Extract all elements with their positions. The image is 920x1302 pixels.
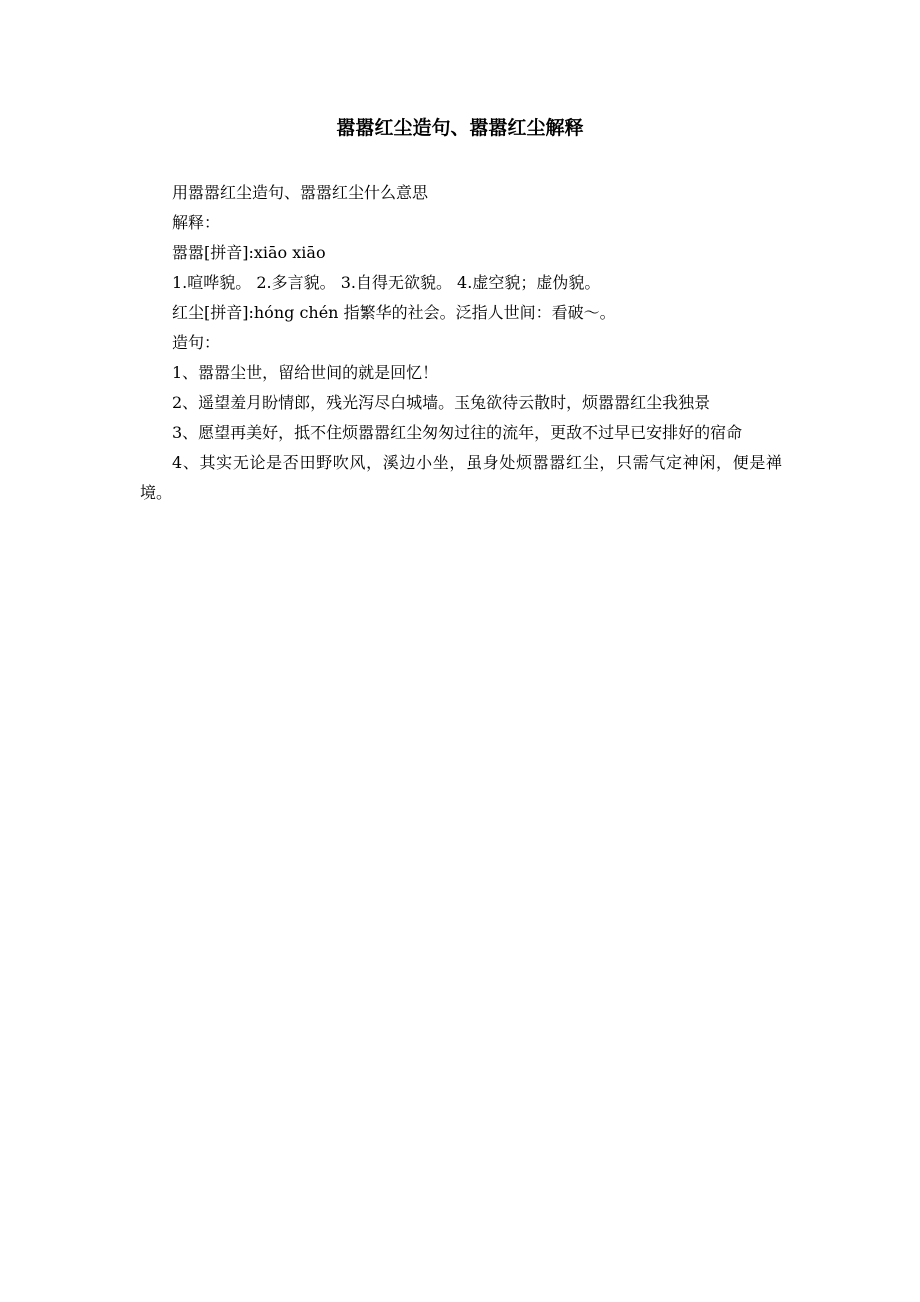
example-sentence-4: 4、其实无论是否田野吹风，溪边小坐，虽身处烦嚣嚣红尘，只需气定神闲，便是禅境。 xyxy=(140,453,782,502)
hongchen-definition: 红尘[拼音]:hóng chén 指繁华的社会。泛指人世间：看破～。 xyxy=(172,303,616,322)
sentences-heading: 造句： xyxy=(172,333,221,352)
document-title: 嚣嚣红尘造句、嚣嚣红尘解释 xyxy=(336,117,584,139)
example-sentence-1: 1、嚣嚣尘世，留给世间的就是回忆！ xyxy=(172,363,439,382)
xiaoxiao-meanings: 1.喧哗貌。 2.多言貌。 3.自得无欲貌。 4.虚空貌；虚伪貌。 xyxy=(172,273,601,292)
xiaoxiao-pinyin: 嚣嚣[拼音]:xiāo xiāo xyxy=(172,243,326,262)
example-sentence-3: 3、愿望再美好，抵不住烦嚣嚣红尘匆匆过往的流年，更敌不过早已安排好的宿命 xyxy=(172,423,743,442)
document-body xyxy=(140,178,782,508)
explanation-heading: 解释： xyxy=(172,213,221,232)
example-sentence-2: 2、遥望羞月盼情郎，残光泻尽白城墙。玉兔欲待云散时，烦嚣嚣红尘我独景 xyxy=(172,393,711,412)
intro-paragraph: 用嚣嚣红尘造句、嚣嚣红尘什么意思 xyxy=(172,183,429,202)
